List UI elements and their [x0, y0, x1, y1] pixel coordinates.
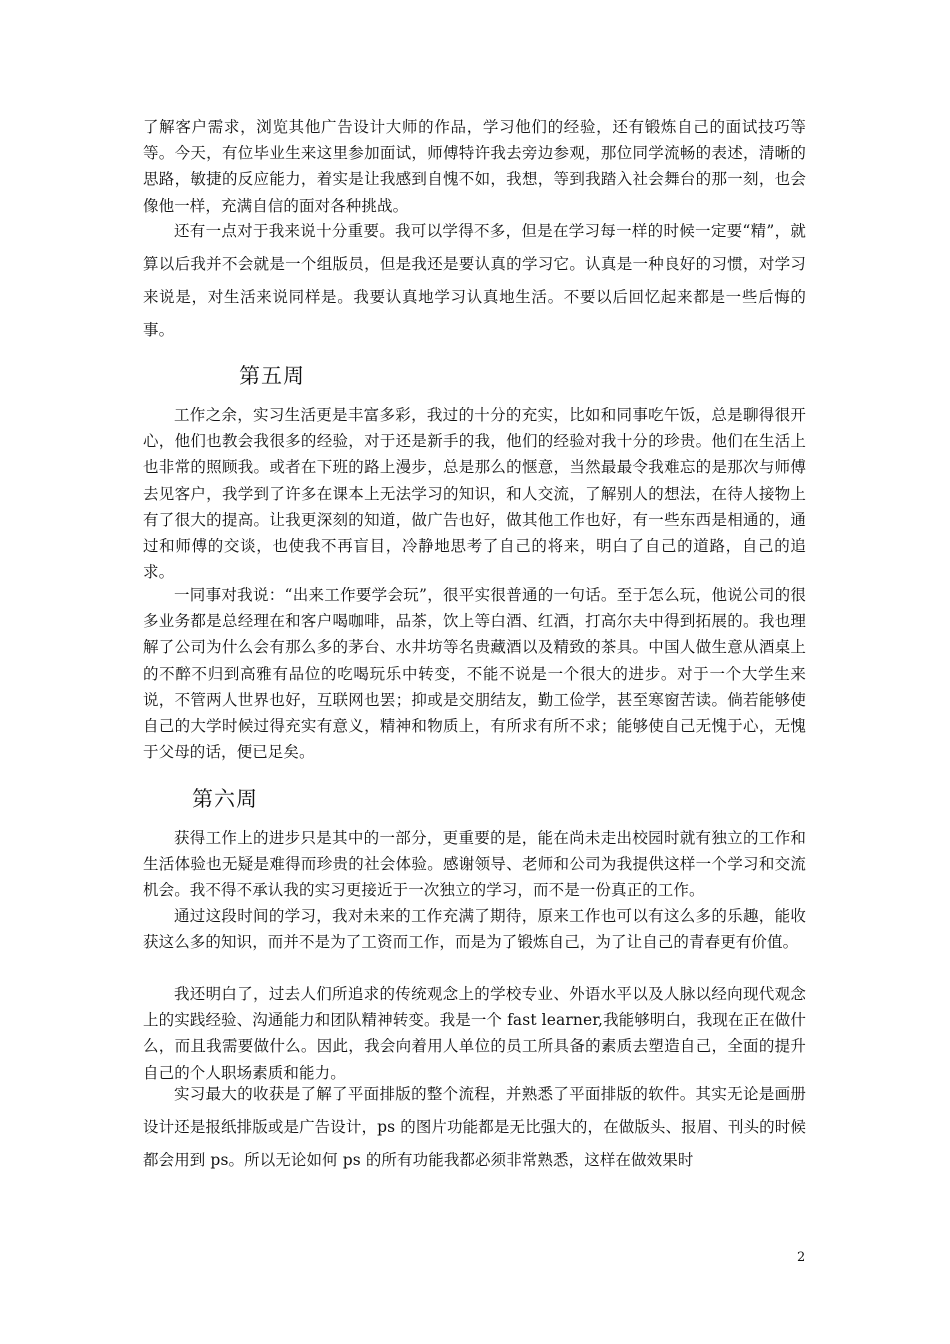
paragraph-interview: 了解客户需求，浏览其他广告设计大师的作品，学习他们的经验，还有锻炼自己的面试技巧等等。今天，有位毕业生来这里参加面试，师傅特许我去旁边参观，那位同学流畅的表述，清晰的思路，敏捷的反应能力，着实是让我感到自愧不如，我想，等到我踏入社会舞台的那一刻，也会像他一样，充满自信的面对各种挑战。: [143, 118, 806, 215]
page-number: 2: [797, 1250, 806, 1265]
paragraph-week6-understanding: 我还明白了，过去人们所追求的传统观念上的学校专业、外语水平以及人脉以经向现代观念上的实践经验、沟通能力和团队精神转变。我是一个 fast learner,我能够明白，我现在正在做什么，而且我需要做什么。因此，我会向着用人单位的员工所具备的素质去塑造自己，全面的提升自己的个人职场素质和能力。: [143, 985, 806, 1082]
paragraph-week6-expectation: 通过这段时间的学习，我对未来的工作充满了期待，原来工作也可以有这么多的乐趣，能收获这么多的知识，而并不是为了工资而工作，而是为了锻炼自己，为了让自己的青春更有价值。: [143, 907, 806, 952]
paragraph-week5-life: 工作之余，实习生活更是丰富多彩，我过的十分的充实，比如和同事吃午饭，总是聊得很开心，他们也教会我很多的经验，对于还是新手的我，他们的经验对我十分的珍贵。他们在生活上也非常的照顾我。或者在下班的路上漫步，总是那么的惬意，当然最最令我难忘的是那次与师傅去见客户，我学到了许多在课本上无法学习的知识，和人交流，了解别人的想法，在待人接物上有了很大的提高。让我更深刻的知道，做广告也好，做其他工作也好，有一些东西是相通的，通过和师傅的交谈，也使我不再盲目，冷静地思考了自己的将来，明白了自己的道路，自己的追求。: [143, 406, 806, 582]
heading-week6: 第六周: [192, 787, 258, 811]
paragraph-week5-colleague: 一同事对我说：“出来工作要学会玩”，很平实很普通的一句话。至于怎么玩，他说公司的很多业务都是总经理在和客户喝咖啡，品茶，饮上等白酒、红酒，打高尔夫中得到拓展的。我也理解了公司为什么会有那么多的茅台、水井坊等名贵藏酒以及精致的茶具。中国人做生意从酒桌上的不醉不归到高雅有品位的吃喝玩乐中转变，不能不说是一个很大的进步。对于一个大学生来说，不管两人世界也好，互联网也罢；抑或是交朋结友，勤工俭学，甚至寒窗苦读。倘若能够使自己的大学时候过得充实有意义，精神和物质上，有所求有所不求；能够使自己无愧于心，无愧于父母的话，便已足矣。: [143, 586, 806, 762]
paragraph-jing: 还有一点对于我来说十分重要。我可以学得不多，但是在学习每一样的时候一定要“精”，就算以后我并不会就是一个组版员，但是我还是要认真的学习它。认真是一种良好的习惯，对学习来说是，对生活来说同样是。我要认真地学习认真地生活。不要以后回忆起来都是一些后悔的事。: [143, 222, 806, 339]
paragraph-week6-harvest: 实习最大的收获是了解了平面排版的整个流程，并熟悉了平面排版的软件。其实无论是画册设计还是报纸排版或是广告设计，ps 的图片功能都是无比强大的，在做版头、报眉、刊头的时候都会用到 ps。所以无论如何 ps 的所有功能我都必须非常熟悉，这样在做效果时: [143, 1085, 806, 1169]
heading-week5: 第五周: [239, 364, 305, 388]
paragraph-week6-progress: 获得工作上的进步只是其中的一部分，更重要的是，能在尚未走出校园时就有独立的工作和生活体验也无疑是难得而珍贵的社会体验。感谢领导、老师和公司为我提供这样一个学习和交流机会。我不得不承认我的实习更接近于一次独立的学习，而不是一份真正的工作。: [143, 829, 806, 900]
